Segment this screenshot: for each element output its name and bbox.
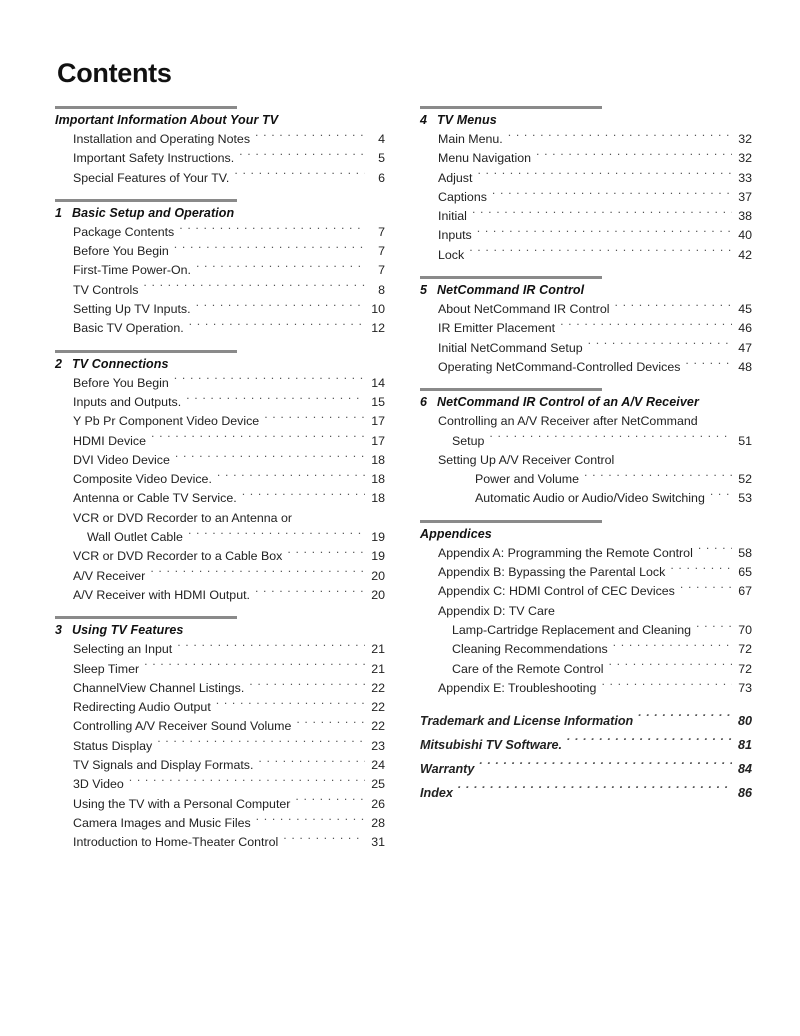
toc-entry[interactable] <box>55 242 385 261</box>
dot-leader <box>189 320 365 332</box>
toc-entry[interactable] <box>420 470 752 489</box>
toc-entry-page-number: 65 <box>738 565 752 580</box>
toc-entry-label: Setting Up TV Inputs. <box>73 302 191 317</box>
dot-leader <box>249 680 365 692</box>
dot-leader <box>287 548 365 560</box>
toc-entry-label: DVI Video Device <box>73 452 170 467</box>
toc-entry-label: Appendix C: HDMI Control of CEC Devices <box>438 584 675 599</box>
toc-entry[interactable] <box>55 130 385 149</box>
dot-leader <box>489 433 732 445</box>
toc-entry-page-number: 17 <box>371 433 385 448</box>
toc-entry-page-number: 14 <box>371 375 385 390</box>
toc-entry-label: TV Signals and Display Formats. <box>73 758 254 773</box>
section-divider-rule <box>55 616 237 619</box>
toc-section-title[interactable] <box>420 113 752 127</box>
toc-section-title-text: TV Connections <box>72 356 169 371</box>
toc-entry[interactable] <box>55 756 385 775</box>
toc-entry[interactable] <box>420 358 752 377</box>
toc-entry[interactable] <box>55 223 385 242</box>
toc-entry[interactable] <box>420 621 752 640</box>
toc-entry-page-number: 38 <box>738 209 752 224</box>
dot-leader <box>477 170 732 182</box>
toc-entry-label: VCR or DVD Recorder to a Cable Box <box>73 549 283 564</box>
dot-leader <box>174 375 365 387</box>
toc-entry-label: Y Pb Pr Component Video Device <box>73 414 260 429</box>
toc-entry[interactable] <box>55 679 385 698</box>
toc-entry-page-number: 33 <box>738 170 752 185</box>
dot-leader <box>297 510 365 522</box>
section-divider-rule <box>420 388 602 391</box>
toc-entry-page-number: 47 <box>738 340 752 355</box>
toc-entry-page-number: 37 <box>738 189 752 204</box>
section-spacer <box>420 698 752 705</box>
dot-leader <box>670 564 732 576</box>
toc-entry-page-number: 32 <box>738 151 752 166</box>
dot-leader <box>601 680 732 692</box>
toc-entry-label: Package Contents <box>73 224 175 239</box>
toc-entry-page-number: 23 <box>371 738 385 753</box>
toc-entry[interactable] <box>420 679 752 698</box>
toc-entry-label: IR Emitter Placement <box>438 321 556 336</box>
toc-entry-label: Status Display <box>73 738 153 753</box>
dot-leader <box>613 641 732 653</box>
toc-entry[interactable] <box>55 567 385 586</box>
toc-entry-label: Setup <box>452 433 485 448</box>
toc-section <box>55 106 385 195</box>
toc-entry-page-number: 58 <box>738 545 752 560</box>
toc-entry-page-number: 4 <box>378 132 385 146</box>
toc-entry-label: Index <box>420 786 453 801</box>
toc-section-title[interactable] <box>55 623 385 637</box>
toc-entry-page-number: 40 <box>738 228 752 243</box>
dot-leader <box>188 529 365 541</box>
toc-entry-page-number: 7 <box>378 244 385 259</box>
dot-leader <box>469 247 732 259</box>
toc-entry-page-number: 72 <box>738 642 752 657</box>
toc-entry-label: Controlling A/V Receiver Sound Volume <box>73 719 292 734</box>
toc-right-column <box>400 106 800 864</box>
dot-leader <box>696 622 732 634</box>
toc-entry-label: Appendix D: TV Care <box>438 603 555 618</box>
toc-entry-label: Appendix A: Programming the Remote Control <box>438 545 693 560</box>
toc-entry-label: A/V Receiver <box>73 568 146 583</box>
toc-section-number: 5 <box>420 283 428 298</box>
section-spacer <box>420 509 752 516</box>
toc-entry-page-number: 32 <box>738 132 752 146</box>
toc-entry-page-number: 22 <box>371 700 385 715</box>
toc-entry-label: Redirecting Audio Output <box>73 700 211 715</box>
toc-section <box>420 276 752 384</box>
dot-leader <box>472 208 732 220</box>
dot-leader <box>256 815 365 827</box>
dot-leader <box>479 761 732 773</box>
toc-section <box>55 199 385 346</box>
dot-leader <box>144 661 365 673</box>
toc-entry-page-number: 81 <box>737 738 752 753</box>
toc-entry[interactable] <box>420 319 752 338</box>
dot-leader <box>216 699 365 711</box>
dot-leader <box>685 359 732 371</box>
toc-entry-label: Basic TV Operation. <box>73 321 184 336</box>
toc-entry-page-number: 80 <box>737 714 752 729</box>
toc-section <box>55 616 385 859</box>
section-spacer <box>55 605 385 612</box>
dot-leader <box>492 189 732 201</box>
toc-entry-page-number: 42 <box>738 247 752 262</box>
toc-entry-page-number: 53 <box>738 491 752 506</box>
toc-entry[interactable] <box>420 226 752 245</box>
toc-entry[interactable] <box>420 300 752 319</box>
toc-section-number: 3 <box>55 623 63 638</box>
toc-entry[interactable] <box>55 698 385 717</box>
toc-entry-label: VCR or DVD Recorder to an Antenna or <box>73 510 293 525</box>
dot-leader <box>703 413 732 425</box>
dot-leader <box>560 603 732 615</box>
toc-columns <box>0 106 800 864</box>
dot-leader <box>242 490 365 502</box>
toc-entry[interactable] <box>55 261 385 280</box>
toc-entry-label: Controlling an A/V Receiver after NetCommand <box>438 414 698 429</box>
toc-entry-label: Automatic Audio or Audio/Video Switching <box>475 491 705 506</box>
toc-entry-label: Initial <box>438 209 467 224</box>
toc-section-title-text: NetCommand IR Control <box>437 283 585 298</box>
toc-entry-label: Operating NetCommand-Controlled Devices <box>438 359 681 374</box>
section-spacer <box>420 265 752 272</box>
toc-section-number: 4 <box>420 113 428 127</box>
toc-entry[interactable] <box>55 470 385 489</box>
toc-entry-label: First-Time Power-On. <box>73 263 191 278</box>
toc-entry-label: Main Menu. <box>438 132 503 146</box>
toc-section-title-text: TV Menus <box>437 113 497 127</box>
toc-entry-label: About NetCommand IR Control <box>438 302 610 317</box>
dot-leader <box>150 568 365 580</box>
toc-entry-label: Using the TV with a Personal Computer <box>73 796 291 811</box>
dot-leader <box>710 490 732 502</box>
toc-entry[interactable] <box>55 149 385 168</box>
toc-entry-page-number: 52 <box>738 472 752 487</box>
toc-entry[interactable] <box>420 660 752 679</box>
toc-entry[interactable] <box>55 393 385 412</box>
toc-entry-page-number: 10 <box>371 302 385 317</box>
toc-section-title-text: NetCommand IR Control of an A/V Receiver <box>437 395 699 410</box>
toc-entry-label: Warranty <box>420 762 475 777</box>
toc-entry-label: Sleep Timer <box>73 661 140 676</box>
toc-entry-label: Captions <box>438 189 487 204</box>
toc-section-title-text: Important Information About Your TV <box>55 113 279 127</box>
toc-entry-page-number: 28 <box>371 815 385 830</box>
toc-section-title[interactable] <box>420 283 752 297</box>
toc-section-number: 1 <box>55 205 63 220</box>
section-spacer <box>55 339 385 346</box>
dot-leader <box>560 320 732 332</box>
toc-entry[interactable] <box>420 709 752 733</box>
toc-entry[interactable] <box>420 412 752 431</box>
toc-entry[interactable] <box>55 281 385 300</box>
section-divider-rule <box>55 106 237 109</box>
toc-entry[interactable] <box>420 489 752 508</box>
toc-entry-page-number: 73 <box>738 680 752 695</box>
toc-entry-page-number: 84 <box>737 762 752 777</box>
toc-entry-label: Before You Begin <box>73 375 169 390</box>
toc-entry-label: A/V Receiver with HDMI Output. <box>73 587 250 602</box>
toc-entry[interactable] <box>55 814 385 833</box>
toc-entry-label: Introduction to Home-Theater Control <box>73 835 279 850</box>
toc-entry[interactable] <box>55 737 385 756</box>
dot-leader <box>283 834 365 846</box>
toc-entry-label: Lock <box>438 247 465 262</box>
toc-entry[interactable] <box>420 149 752 168</box>
toc-entry-page-number: 12 <box>371 321 385 336</box>
dot-leader <box>638 713 732 725</box>
dot-leader <box>295 796 365 808</box>
toc-entry-page-number: 20 <box>371 587 385 602</box>
toc-entry-page-number: 7 <box>378 224 385 239</box>
toc-entry[interactable] <box>420 544 752 563</box>
toc-entry-label: ChannelView Channel Listings. <box>73 680 245 695</box>
dot-leader <box>177 641 365 653</box>
dot-leader <box>584 471 732 483</box>
toc-entry-page-number: 21 <box>371 642 385 657</box>
toc-entry-page-number: 70 <box>738 622 752 637</box>
toc-entry-label: Appendix B: Bypassing the Parental Lock <box>438 565 666 580</box>
toc-entry-page-number: 46 <box>738 321 752 336</box>
section-divider-rule <box>420 520 602 523</box>
toc-entry[interactable] <box>55 660 385 679</box>
dot-leader <box>255 131 365 143</box>
toc-section-title[interactable] <box>420 395 752 409</box>
toc-entry[interactable] <box>55 586 385 605</box>
toc-entry[interactable] <box>55 432 385 451</box>
toc-entry[interactable] <box>420 733 752 757</box>
toc-entry[interactable] <box>55 169 385 188</box>
toc-entry[interactable] <box>55 319 385 338</box>
toc-entry-label: Appendix E: Troubleshooting <box>438 680 597 695</box>
toc-entry-page-number: 17 <box>371 414 385 429</box>
toc-section <box>420 520 752 705</box>
toc-entry-page-number: 21 <box>371 661 385 676</box>
toc-entry-page-number: 20 <box>371 568 385 583</box>
dot-leader <box>234 170 365 182</box>
toc-entry-label: Selecting an Input <box>73 642 173 657</box>
dot-leader <box>614 301 732 313</box>
dot-leader <box>255 587 365 599</box>
section-divider-rule <box>420 276 602 279</box>
toc-entry-label: Camera Images and Music Files <box>73 815 251 830</box>
toc-section <box>420 388 752 515</box>
toc-entry-page-number: 22 <box>371 680 385 695</box>
toc-entry[interactable] <box>420 246 752 265</box>
toc-entry[interactable] <box>420 432 752 451</box>
toc-entry[interactable] <box>55 374 385 393</box>
toc-entry[interactable] <box>420 169 752 188</box>
dot-leader <box>217 471 365 483</box>
dot-leader <box>157 738 365 750</box>
dot-leader <box>196 301 365 313</box>
toc-entry[interactable] <box>420 207 752 226</box>
toc-entry-label: Inputs <box>438 228 472 243</box>
toc-trailing-entries <box>420 709 752 805</box>
toc-entry-label: Adjust <box>438 170 473 185</box>
dot-leader <box>296 718 365 730</box>
toc-entry-label: Initial NetCommand Setup <box>438 340 583 355</box>
toc-entry[interactable] <box>420 563 752 582</box>
dot-leader <box>458 785 732 797</box>
toc-entry[interactable] <box>420 781 752 805</box>
toc-section-title[interactable] <box>55 113 385 127</box>
toc-entry-page-number: 18 <box>371 452 385 467</box>
toc-entry-label: Cleaning Recommendations <box>452 642 608 657</box>
toc-entry-label: Composite Video Device. <box>73 472 212 487</box>
toc-entry-page-number: 19 <box>371 530 385 545</box>
toc-entry[interactable] <box>55 775 385 794</box>
toc-entry-label: Mitsubishi TV Software. <box>420 738 563 753</box>
toc-entry-page-number: 7 <box>378 263 385 278</box>
toc-entry-label: Important Safety Instructions. <box>73 151 235 166</box>
toc-entry-page-number: 25 <box>371 777 385 792</box>
toc-entry[interactable] <box>55 833 385 852</box>
dot-leader <box>174 243 365 255</box>
dot-leader <box>196 262 365 274</box>
toc-entry-label: Installation and Operating Notes <box>73 132 251 146</box>
toc-entry[interactable] <box>420 451 752 470</box>
toc-entry-page-number: 31 <box>371 835 385 850</box>
toc-entry[interactable] <box>420 757 752 781</box>
toc-entry-page-number: 26 <box>371 796 385 811</box>
toc-entry-label: 3D Video <box>73 777 124 792</box>
toc-entry-label: Care of the Remote Control <box>452 661 604 676</box>
section-spacer <box>420 377 752 384</box>
toc-entry-label: Trademark and License Information <box>420 714 634 729</box>
toc-entry-page-number: 8 <box>378 282 385 297</box>
dot-leader <box>477 227 732 239</box>
toc-entry[interactable] <box>420 188 752 207</box>
toc-entry-label: Inputs and Outputs. <box>73 394 182 409</box>
dot-leader <box>567 737 732 749</box>
toc-entry-label: Setting Up A/V Receiver Control <box>438 452 615 467</box>
dot-leader <box>508 131 732 143</box>
toc-entry-label: Before You Begin <box>73 244 169 259</box>
toc-entry[interactable] <box>420 130 752 149</box>
toc-entry-page-number: 86 <box>737 786 752 801</box>
toc-entry[interactable] <box>420 582 752 601</box>
toc-entry-label: Power and Volume <box>475 472 580 487</box>
toc-section-title[interactable] <box>420 527 752 541</box>
dot-leader <box>264 413 365 425</box>
toc-entry-label: Antenna or Cable TV Service. <box>73 491 237 506</box>
toc-entry[interactable] <box>55 640 385 659</box>
toc-section-title[interactable] <box>55 357 385 371</box>
toc-section <box>55 350 385 613</box>
toc-section-number: 6 <box>420 395 428 410</box>
section-spacer <box>55 188 385 195</box>
dot-leader <box>151 433 365 445</box>
dot-leader <box>179 224 365 236</box>
toc-entry[interactable] <box>420 339 752 358</box>
section-divider-rule <box>55 350 237 353</box>
page-title: Contents <box>57 58 172 88</box>
toc-entry-page-number: 72 <box>738 661 752 676</box>
toc-entry-page-number: 5 <box>378 151 385 166</box>
section-divider-rule <box>420 106 602 109</box>
dot-leader <box>698 545 732 557</box>
toc-entry[interactable] <box>420 602 752 621</box>
toc-entry-page-number: 67 <box>738 584 752 599</box>
toc-entry-page-number: 19 <box>371 549 385 564</box>
toc-entry-page-number: 15 <box>371 394 385 409</box>
dot-leader <box>186 394 365 406</box>
toc-entry-label: Wall Outlet Cable <box>87 530 183 545</box>
toc-entry-page-number: 18 <box>371 491 385 506</box>
toc-section-title-text: Appendices <box>420 526 492 541</box>
toc-entry-page-number: 18 <box>371 472 385 487</box>
toc-entry[interactable] <box>55 451 385 470</box>
toc-section-title-text: Basic Setup and Operation <box>72 205 235 220</box>
toc-entry-page-number: 22 <box>371 719 385 734</box>
toc-entry-label: Menu Navigation <box>438 151 531 166</box>
dot-leader <box>143 282 365 294</box>
toc-entry[interactable] <box>55 489 385 508</box>
dot-leader <box>129 776 365 788</box>
toc-entry[interactable] <box>55 795 385 814</box>
toc-entry[interactable] <box>55 717 385 736</box>
toc-entry-page-number: 51 <box>738 433 752 448</box>
toc-section-title[interactable] <box>55 206 385 220</box>
toc-entry-page-number: 45 <box>738 302 752 317</box>
toc-entry-page-number: 6 <box>378 170 385 185</box>
toc-entry[interactable] <box>420 640 752 659</box>
toc-entry-page-number: 24 <box>371 758 385 773</box>
dot-leader <box>619 452 732 464</box>
toc-entry[interactable] <box>55 547 385 566</box>
toc-section-title-text: Using TV Features <box>72 623 184 638</box>
toc-entry[interactable] <box>55 509 385 528</box>
toc-entry[interactable] <box>55 412 385 431</box>
toc-entry-label: Special Features of Your TV. <box>73 170 230 185</box>
toc-entry[interactable] <box>55 528 385 547</box>
toc-section-number: 2 <box>55 356 63 371</box>
toc-entry-label: Lamp-Cartridge Replacement and Cleaning <box>452 622 691 637</box>
dot-leader <box>239 150 365 162</box>
dot-leader <box>258 757 365 769</box>
toc-section <box>420 106 752 272</box>
section-spacer <box>55 853 385 860</box>
dot-leader <box>609 661 732 673</box>
section-divider-rule <box>55 199 237 202</box>
toc-entry[interactable] <box>55 300 385 319</box>
toc-entry-page-number: 48 <box>738 359 752 374</box>
toc-left-column <box>0 106 400 864</box>
dot-leader <box>680 583 732 595</box>
dot-leader <box>588 340 732 352</box>
dot-leader <box>536 150 732 162</box>
dot-leader <box>175 452 365 464</box>
toc-entry-label: TV Controls <box>73 282 139 297</box>
toc-entry-label: HDMI Device <box>73 433 146 448</box>
